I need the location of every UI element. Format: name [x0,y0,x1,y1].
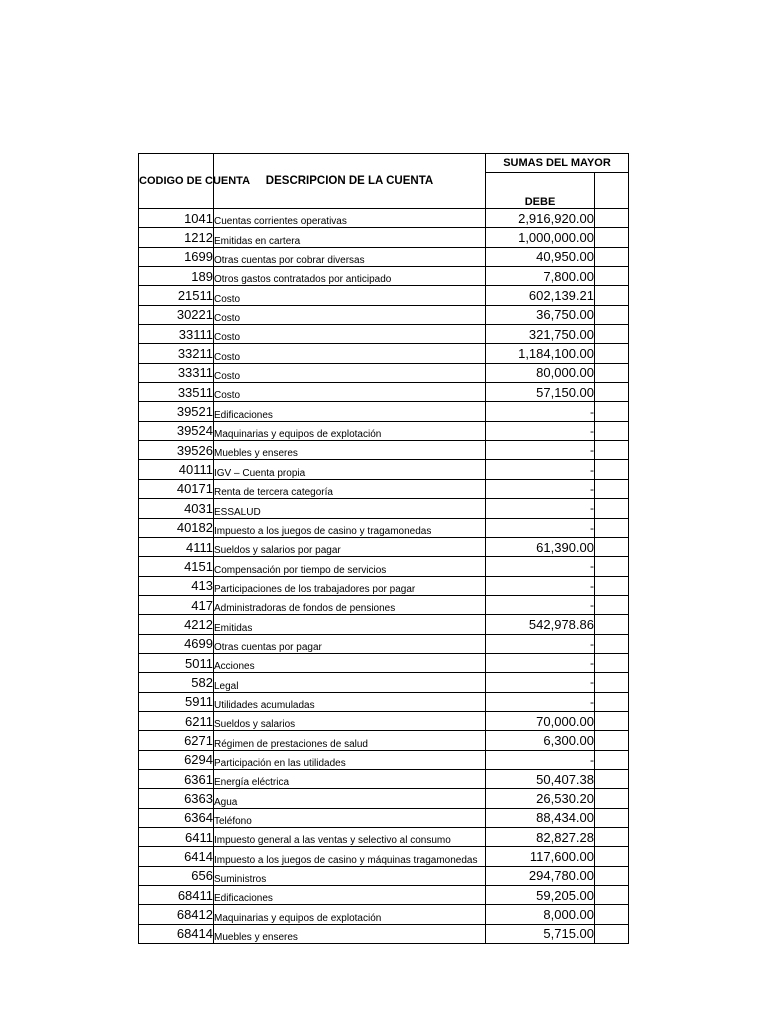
account-code: 68414 [139,924,214,943]
account-description: Teléfono [214,808,486,827]
haber-cell-cut [595,402,629,421]
debe-amount: 602,139.21 [486,286,595,305]
table-row [139,557,629,576]
debe-amount: 40,950.00 [486,247,595,266]
account-code: 1699 [139,247,214,266]
account-description: Otros gastos contratados por anticipado [214,267,486,286]
account-code: 189 [139,267,214,286]
account-code: 656 [139,866,214,885]
account-description: Renta de tercera categoría [214,479,486,498]
account-code: 1212 [139,228,214,247]
table-row [139,441,629,460]
account-description: Utilidades acumuladas [214,692,486,711]
account-code: 5011 [139,653,214,672]
account-code: 40171 [139,479,214,498]
table-row [139,286,629,305]
debe-amount: - [486,576,595,595]
account-code: 6364 [139,808,214,827]
haber-cell-cut [595,750,629,769]
account-description: Sueldos y salarios por pagar [214,537,486,556]
haber-cell-cut [595,615,629,634]
table-row [139,537,629,556]
table-row [139,615,629,634]
debe-amount: 1,000,000.00 [486,228,595,247]
account-description: Otras cuentas por cobrar diversas [214,247,486,266]
debe-amount: - [486,402,595,421]
table-row [139,344,629,363]
debe-amount: - [486,479,595,498]
haber-cell-cut [595,344,629,363]
table-row [139,518,629,537]
account-code: 40182 [139,518,214,537]
header-codigo: CODIGO DE CUENTA [139,154,214,209]
account-description: Participaciones de los trabajadores por pagar [214,576,486,595]
haber-cell-cut [595,634,629,653]
debe-amount: 321,750.00 [486,325,595,344]
debe-amount: - [486,499,595,518]
account-code: 413 [139,576,214,595]
account-description: Impuesto a los juegos de casino y máquinas tragamonedas [214,847,486,866]
haber-cell-cut [595,847,629,866]
account-code: 6363 [139,789,214,808]
debe-amount: - [486,557,595,576]
haber-cell-cut [595,886,629,905]
debe-amount: - [486,441,595,460]
table-row [139,634,629,653]
account-description: Cuentas corrientes operativas [214,209,486,228]
account-code: 4111 [139,537,214,556]
debe-amount: 82,827.28 [486,828,595,847]
account-code: 6411 [139,828,214,847]
debe-amount: 50,407.38 [486,769,595,788]
haber-cell-cut [595,209,629,228]
haber-cell-cut [595,228,629,247]
account-code: 39524 [139,421,214,440]
debe-amount: 70,000.00 [486,711,595,730]
debe-amount: 5,715.00 [486,924,595,943]
account-code: 30221 [139,305,214,324]
account-description: Impuesto general a las ventas y selectivo al consumo [214,828,486,847]
debe-amount: 294,780.00 [486,866,595,885]
haber-cell-cut [595,576,629,595]
account-description: IGV – Cuenta propia [214,460,486,479]
account-code: 68412 [139,905,214,924]
debe-amount: 61,390.00 [486,537,595,556]
table-row [139,866,629,885]
account-description: Legal [214,673,486,692]
header-sumas: SUMAS DEL MAYOR [486,154,629,173]
header-haber-cut [595,173,629,209]
account-description: Costo [214,325,486,344]
haber-cell-cut [595,711,629,730]
debe-amount: - [486,421,595,440]
header-debe: DEBE [486,173,595,209]
debe-amount: 57,150.00 [486,383,595,402]
account-description: Compensación por tiempo de servicios [214,557,486,576]
haber-cell-cut [595,731,629,750]
debe-amount: 8,000.00 [486,905,595,924]
table-row [139,460,629,479]
table-row [139,653,629,672]
debe-amount: 1,184,100.00 [486,344,595,363]
table-row [139,769,629,788]
table-row [139,421,629,440]
haber-cell-cut [595,363,629,382]
account-description: Costo [214,286,486,305]
account-description: Energía eléctrica [214,769,486,788]
account-description: Agua [214,789,486,808]
table-row [139,499,629,518]
ledger-rows [139,209,629,944]
haber-cell-cut [595,247,629,266]
haber-cell-cut [595,383,629,402]
debe-amount: 6,300.00 [486,731,595,750]
account-code: 6414 [139,847,214,866]
table-row [139,789,629,808]
account-description: Edificaciones [214,886,486,905]
debe-amount: 7,800.00 [486,267,595,286]
table-row [139,692,629,711]
haber-cell-cut [595,479,629,498]
haber-cell-cut [595,769,629,788]
haber-cell-cut [595,460,629,479]
debe-amount: - [486,518,595,537]
account-description: Costo [214,344,486,363]
haber-cell-cut [595,421,629,440]
ledger-sheet [138,153,611,945]
account-description: Maquinarias y equipos de explotación [214,421,486,440]
haber-cell-cut [595,518,629,537]
account-description: Edificaciones [214,402,486,421]
haber-cell-cut [595,267,629,286]
haber-cell-cut [595,305,629,324]
haber-cell-cut [595,286,629,305]
haber-cell-cut [595,692,629,711]
account-code: 6294 [139,750,214,769]
table-row [139,247,629,266]
table-row [139,576,629,595]
haber-cell-cut [595,828,629,847]
table-row [139,828,629,847]
account-description: Acciones [214,653,486,672]
debe-amount: - [486,750,595,769]
account-description: Impuesto a los juegos de casino y tragamonedas [214,518,486,537]
account-description: Muebles y enseres [214,924,486,943]
haber-cell-cut [595,441,629,460]
table-row [139,750,629,769]
account-description: Muebles y enseres [214,441,486,460]
account-code: 4212 [139,615,214,634]
account-description: Costo [214,305,486,324]
haber-cell-cut [595,557,629,576]
table-row [139,383,629,402]
debe-amount: 26,530.20 [486,789,595,808]
account-code: 5911 [139,692,214,711]
account-description: Régimen de prestaciones de salud [214,731,486,750]
table-row [139,847,629,866]
account-code: 33211 [139,344,214,363]
haber-cell-cut [595,537,629,556]
account-code: 582 [139,673,214,692]
table-row [139,267,629,286]
account-code: 33111 [139,325,214,344]
table-row [139,595,629,614]
account-code: 4699 [139,634,214,653]
table-row [139,808,629,827]
table-row [139,924,629,943]
haber-cell-cut [595,789,629,808]
account-code: 21511 [139,286,214,305]
debe-amount: 80,000.00 [486,363,595,382]
haber-cell-cut [595,905,629,924]
table-row [139,711,629,730]
account-code: 33511 [139,383,214,402]
account-code: 39526 [139,441,214,460]
haber-cell-cut [595,595,629,614]
debe-amount: - [486,673,595,692]
haber-cell-cut [595,499,629,518]
account-code: 417 [139,595,214,614]
haber-cell-cut [595,325,629,344]
debe-amount: 59,205.00 [486,886,595,905]
account-code: 40111 [139,460,214,479]
haber-cell-cut [595,866,629,885]
debe-amount: - [486,460,595,479]
account-description: Administradoras de fondos de pensiones [214,595,486,614]
account-description: Participación en las utilidades [214,750,486,769]
table-row [139,209,629,228]
account-code: 39521 [139,402,214,421]
debe-amount: 542,978.86 [486,615,595,634]
haber-cell-cut [595,653,629,672]
account-description: Emitidas [214,615,486,634]
debe-amount: - [486,595,595,614]
ledger-table [138,153,629,944]
table-row [139,363,629,382]
debe-amount: 117,600.00 [486,847,595,866]
account-description: Otras cuentas por pagar [214,634,486,653]
account-code: 1041 [139,209,214,228]
debe-amount: 88,434.00 [486,808,595,827]
table-row [139,886,629,905]
table-row [139,673,629,692]
table-row [139,305,629,324]
table-row [139,905,629,924]
header-descripcion: DESCRIPCION DE LA CUENTA [214,154,486,209]
account-description: Costo [214,383,486,402]
table-row [139,325,629,344]
table-row [139,479,629,498]
debe-amount: 36,750.00 [486,305,595,324]
account-code: 6271 [139,731,214,750]
account-description: Suministros [214,866,486,885]
account-description: ESSALUD [214,499,486,518]
account-description: Costo [214,363,486,382]
table-row [139,402,629,421]
haber-cell-cut [595,924,629,943]
account-code: 4031 [139,499,214,518]
account-description: Maquinarias y equipos de explotación [214,905,486,924]
debe-amount: - [486,653,595,672]
haber-cell-cut [595,808,629,827]
table-row [139,228,629,247]
account-description: Sueldos y salarios [214,711,486,730]
debe-amount: 2,916,920.00 [486,209,595,228]
account-code: 68411 [139,886,214,905]
account-code: 33311 [139,363,214,382]
haber-cell-cut [595,673,629,692]
account-code: 6361 [139,769,214,788]
debe-amount: - [486,634,595,653]
account-code: 6211 [139,711,214,730]
debe-amount: - [486,692,595,711]
table-row [139,731,629,750]
account-code: 4151 [139,557,214,576]
account-description: Emitidas en cartera [214,228,486,247]
